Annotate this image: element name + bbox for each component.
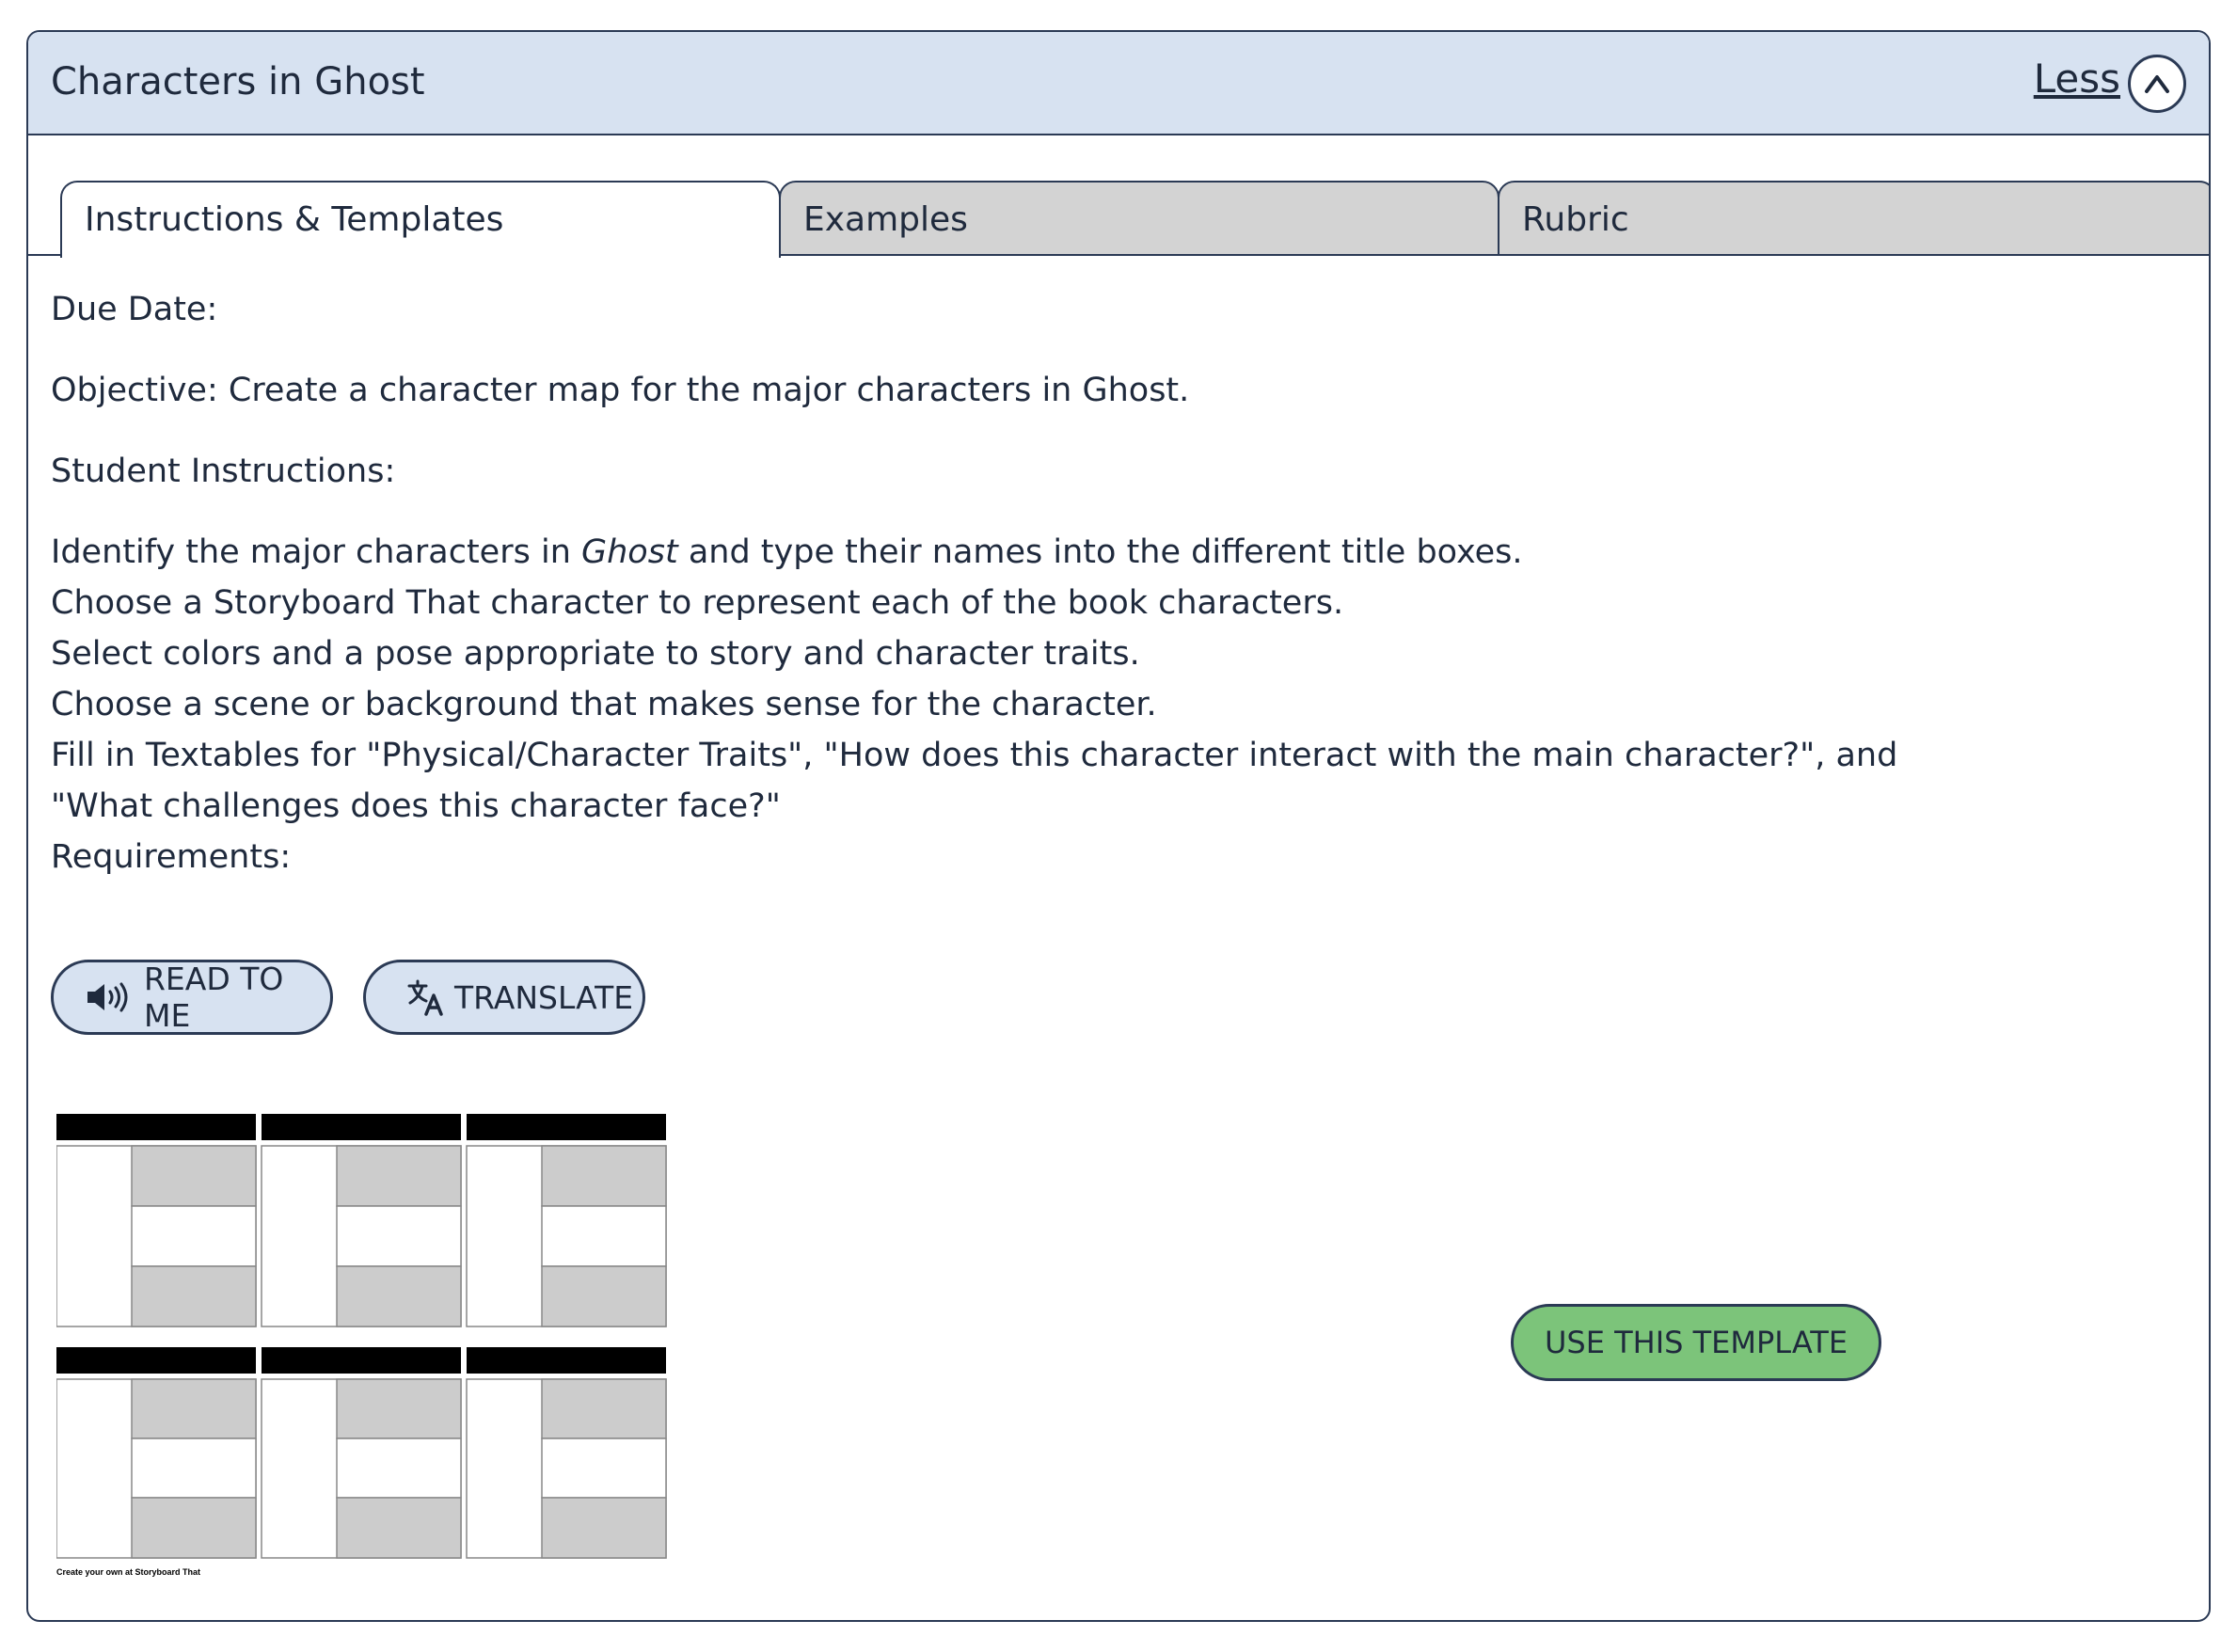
instruction-line-5: Fill in Textables for "Physical/Character Traits", "How does this character interact with the main character?", and [51,737,1898,774]
instruction-line-6: "What challenges does this character face?" [51,787,781,825]
collapse-button[interactable] [2128,55,2186,113]
student-instructions-heading: Student Instructions: [51,453,396,490]
instruction-line-1: Identify the major characters in Ghost and type their names into the different title boxes. [51,533,1523,571]
card-header [28,32,2209,135]
template-preview[interactable] [56,1114,696,1612]
assignment-card [26,30,2211,1622]
tab-instructions-templates[interactable]: Instructions & Templates [60,181,781,258]
chevron-up-icon [2144,73,2170,94]
tab-examples[interactable]: Examples [779,181,1499,256]
tab-rubric[interactable]: Rubric [1498,181,2211,256]
use-this-template-button[interactable]: USE THIS TEMPLATE [1511,1304,1881,1381]
read-to-me-button[interactable] [51,960,333,1035]
translate-icon [407,978,445,1016]
instruction-line-2: Choose a Storyboard That character to represent each of the book characters. [51,584,1344,622]
objective-text: Objective: Create a character map for the major characters in Ghost. [51,372,1190,409]
requirements-heading: Requirements: [51,838,292,876]
translate-button[interactable] [363,960,645,1035]
instructions-panel [51,284,2120,882]
template-grid [56,1114,666,1558]
less-link[interactable]: Less [2033,56,2120,102]
speaker-icon [86,981,135,1013]
instruction-line-3: Select colors and a pose appropriate to story and character traits. [51,635,1140,673]
translate-label: TRANSLATE [454,978,634,1016]
due-date-label: Due Date: [51,291,218,328]
card-title: Characters in Ghost [51,60,425,103]
read-to-me-label: READ TO ME [144,961,284,1034]
template-caption: Create your own at Storyboard That [56,1567,201,1577]
instruction-line-4: Choose a scene or background that makes sense for the character. [51,686,1157,723]
